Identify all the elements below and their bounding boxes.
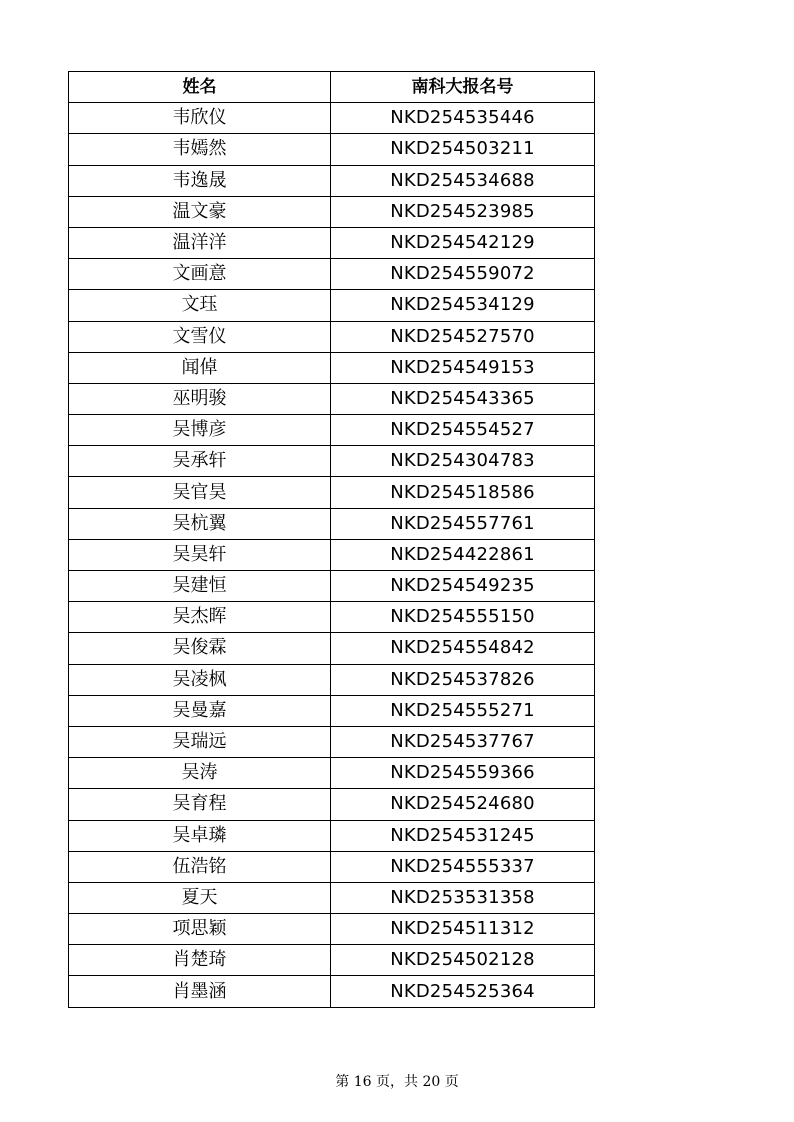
- table-row: [69, 633, 595, 664]
- table-row: [69, 976, 595, 1007]
- registration-number-cell: NKD254518586: [331, 477, 595, 508]
- registration-number-cell: NKD253531358: [331, 882, 595, 913]
- registration-number-cell: NKD254559366: [331, 758, 595, 789]
- table-row: [69, 415, 595, 446]
- name-cell: 吴博彦: [69, 415, 331, 446]
- registration-number-cell: NKD254555150: [331, 602, 595, 633]
- name-cell: 温文豪: [69, 196, 331, 227]
- table-header-row: [69, 72, 595, 103]
- table-row: [69, 758, 595, 789]
- table-row: [69, 446, 595, 477]
- registration-number-cell: NKD254534129: [331, 290, 595, 321]
- name-cell: 吴育程: [69, 789, 331, 820]
- name-cell: 韦逸晟: [69, 165, 331, 196]
- table-row: [69, 602, 595, 633]
- table-row: [69, 352, 595, 383]
- registration-number-cell: NKD254542129: [331, 227, 595, 258]
- name-cell: 吴昊轩: [69, 539, 331, 570]
- name-cell: 韦欣仪: [69, 103, 331, 134]
- name-cell: 文画意: [69, 259, 331, 290]
- table-row: [69, 477, 595, 508]
- table-row: [69, 539, 595, 570]
- registration-number-cell: NKD254537767: [331, 726, 595, 757]
- name-cell: 文珏: [69, 290, 331, 321]
- name-cell: 吴官昊: [69, 477, 331, 508]
- table-row: [69, 508, 595, 539]
- table-row: [69, 882, 595, 913]
- registration-number-cell: NKD254557761: [331, 508, 595, 539]
- name-cell: 肖墨涵: [69, 976, 331, 1007]
- name-cell: 吴凌枫: [69, 664, 331, 695]
- name-cell: 韦嫣然: [69, 134, 331, 165]
- registration-number-cell: NKD254304783: [331, 446, 595, 477]
- name-cell: 吴俊霖: [69, 633, 331, 664]
- name-cell: 吴曼嘉: [69, 695, 331, 726]
- table-row: [69, 165, 595, 196]
- registration-number-cell: NKD254535446: [331, 103, 595, 134]
- name-cell: 吴杰晖: [69, 602, 331, 633]
- table-row: [69, 726, 595, 757]
- table-row: [69, 695, 595, 726]
- table-body: [69, 103, 595, 1007]
- name-cell: 吴建恒: [69, 571, 331, 602]
- table-row: [69, 383, 595, 414]
- name-cell: 吴卓璘: [69, 820, 331, 851]
- table-row: [69, 820, 595, 851]
- name-cell: 温洋洋: [69, 227, 331, 258]
- table-row: [69, 571, 595, 602]
- table-row: [69, 103, 595, 134]
- registration-number-cell: NKD254554527: [331, 415, 595, 446]
- registration-number-cell: NKD254554842: [331, 633, 595, 664]
- registration-number-cell: NKD254531245: [331, 820, 595, 851]
- registration-number-cell: NKD254537826: [331, 664, 595, 695]
- name-cell: 夏天: [69, 882, 331, 913]
- table-row: [69, 134, 595, 165]
- header-registration-number: 南科大报名号: [331, 72, 595, 103]
- registration-number-cell: NKD254555337: [331, 851, 595, 882]
- registration-number-cell: NKD254555271: [331, 695, 595, 726]
- registration-number-cell: NKD254525364: [331, 976, 595, 1007]
- registration-number-cell: NKD254543365: [331, 383, 595, 414]
- name-cell: 巫明骏: [69, 383, 331, 414]
- registration-number-cell: NKD254549153: [331, 352, 595, 383]
- name-cell: 肖楚琦: [69, 945, 331, 976]
- table-row: [69, 321, 595, 352]
- name-cell: 吴涛: [69, 758, 331, 789]
- name-cell: 吴瑞远: [69, 726, 331, 757]
- header-name: 姓名: [69, 72, 331, 103]
- registration-number-cell: NKD254422861: [331, 539, 595, 570]
- registration-number-cell: NKD254511312: [331, 914, 595, 945]
- table-row: [69, 851, 595, 882]
- name-cell: 闻倬: [69, 352, 331, 383]
- registration-number-cell: NKD254502128: [331, 945, 595, 976]
- registration-number-cell: NKD254503211: [331, 134, 595, 165]
- page-footer: 第 16 页，共 20 页: [335, 1074, 459, 1090]
- table-row: [69, 664, 595, 695]
- registration-number-cell: NKD254549235: [331, 571, 595, 602]
- name-cell: 文雪仪: [69, 321, 331, 352]
- table-row: [69, 196, 595, 227]
- table-row: [69, 789, 595, 820]
- name-cell: 吴承轩: [69, 446, 331, 477]
- registration-number-cell: NKD254559072: [331, 259, 595, 290]
- table-row: [69, 914, 595, 945]
- table-row: [69, 227, 595, 258]
- registration-number-cell: NKD254527570: [331, 321, 595, 352]
- name-cell: 伍浩铭: [69, 851, 331, 882]
- table-row: [69, 945, 595, 976]
- registration-number-cell: NKD254524680: [331, 789, 595, 820]
- table-row: [69, 259, 595, 290]
- registration-number-cell: NKD254534688: [331, 165, 595, 196]
- registration-number-cell: NKD254523985: [331, 196, 595, 227]
- name-cell: 项思颖: [69, 914, 331, 945]
- name-cell: 吴杭翼: [69, 508, 331, 539]
- table-row: [69, 290, 595, 321]
- registration-table: [68, 71, 595, 1008]
